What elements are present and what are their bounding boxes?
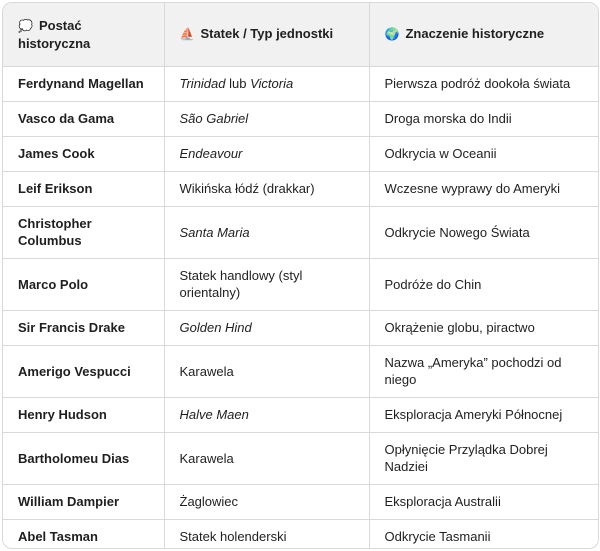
cell-significance: Odkrycie Nowego Świata bbox=[369, 206, 598, 258]
cell-significance: Pierwsza podróż dookoła świata bbox=[369, 66, 598, 101]
header-label: Znaczenie historyczne bbox=[405, 26, 545, 42]
table-row bbox=[3, 66, 598, 101]
cell-ship bbox=[164, 136, 369, 171]
cell-significance: Wczesne wyprawy do Ameryki bbox=[369, 171, 598, 206]
cell-significance: Nazwa „Ameryka” pochodzi od niego bbox=[369, 345, 598, 397]
cell-figure-name: Abel Tasman bbox=[3, 519, 164, 549]
cell-figure-name: James Cook bbox=[3, 136, 164, 171]
ship-text: Wikińska łódź (drakkar) bbox=[179, 181, 315, 196]
cell-significance: Odkrycie Tasmanii bbox=[384, 529, 491, 545]
thought-bubble-icon: 💭 bbox=[18, 18, 33, 33]
cell-ship bbox=[164, 432, 369, 484]
cell-ship bbox=[164, 519, 369, 549]
cell-ship bbox=[164, 397, 369, 432]
history-table-container bbox=[2, 2, 599, 549]
table-row bbox=[3, 484, 598, 519]
ship-text: São Gabriel bbox=[179, 111, 249, 126]
cell-significance: Odkrycia w Oceanii bbox=[369, 136, 598, 171]
cell-significance: Podróże do Chin bbox=[369, 258, 598, 310]
cell-ship bbox=[164, 66, 369, 101]
cell-figure-name: Ferdynand Magellan bbox=[3, 66, 164, 101]
cell-figure-name: Henry Hudson bbox=[3, 397, 164, 432]
cell-figure-name: Christopher Columbus bbox=[3, 206, 164, 258]
ship-text: Halve Maen bbox=[179, 407, 249, 422]
header-ship bbox=[164, 3, 369, 66]
ship-text: Santa Maria bbox=[179, 224, 250, 240]
ship-text: Victoria bbox=[250, 76, 294, 91]
ship-text: Trinidad bbox=[179, 76, 226, 91]
cell-figure-name: Marco Polo bbox=[3, 258, 164, 310]
ship-text: Endeavour bbox=[179, 146, 243, 161]
table-row bbox=[3, 432, 598, 484]
cell-figure-name: William Dampier bbox=[3, 484, 164, 519]
header-figure bbox=[3, 3, 164, 66]
ship-text: lub bbox=[225, 76, 251, 91]
ship-text: Karawela bbox=[179, 363, 234, 379]
cell-ship bbox=[164, 345, 369, 397]
cell-ship bbox=[164, 258, 369, 310]
cell-figure-name: Bartholomeu Dias bbox=[3, 432, 164, 484]
ship-text: Żaglowiec bbox=[179, 494, 239, 509]
cell-ship bbox=[164, 310, 369, 345]
globe-icon: 🌍 bbox=[384, 27, 400, 42]
cell-ship bbox=[164, 206, 369, 258]
cell-figure-name: Leif Erikson bbox=[3, 171, 164, 206]
table-body bbox=[3, 66, 598, 549]
table-row bbox=[3, 171, 598, 206]
table-row bbox=[3, 310, 598, 345]
table-row bbox=[3, 258, 598, 310]
header-significance bbox=[369, 3, 598, 66]
table-header-row bbox=[3, 3, 598, 66]
cell-significance: Eksploracja Australii bbox=[369, 484, 598, 519]
history-table bbox=[3, 3, 598, 549]
cell-significance: Opłynięcie Przylądka Dobrej Nadziei bbox=[369, 432, 598, 484]
cell-ship bbox=[164, 484, 369, 519]
table-row bbox=[3, 345, 598, 397]
cell-significance: Okrążenie globu, piractwo bbox=[369, 310, 598, 345]
table-row bbox=[3, 101, 598, 136]
cell-significance: Eksploracja Ameryki Północnej bbox=[369, 397, 598, 432]
cell-figure-name: Vasco da Gama bbox=[3, 101, 164, 136]
cell-figure-name: Amerigo Vespucci bbox=[3, 345, 164, 397]
cell-ship bbox=[164, 101, 369, 136]
cell-figure-name: Sir Francis Drake bbox=[3, 310, 164, 345]
table-row bbox=[3, 206, 598, 258]
table-row bbox=[3, 136, 598, 171]
ship-text: Statek handlowy (styl orientalny) bbox=[179, 268, 303, 300]
cell-ship bbox=[164, 171, 369, 206]
ship-text: Statek holenderski bbox=[179, 529, 287, 545]
ship-text: Golden Hind bbox=[179, 320, 252, 335]
ship-text: Karawela bbox=[179, 450, 234, 466]
table-row bbox=[3, 397, 598, 432]
table-row bbox=[3, 519, 598, 549]
cell-significance: Droga morska do Indii bbox=[369, 101, 598, 136]
header-label: Statek / Typ jednostki bbox=[200, 26, 334, 42]
sailboat-icon: ⛵ bbox=[179, 27, 195, 42]
header-label: Postać historyczna bbox=[18, 17, 91, 51]
